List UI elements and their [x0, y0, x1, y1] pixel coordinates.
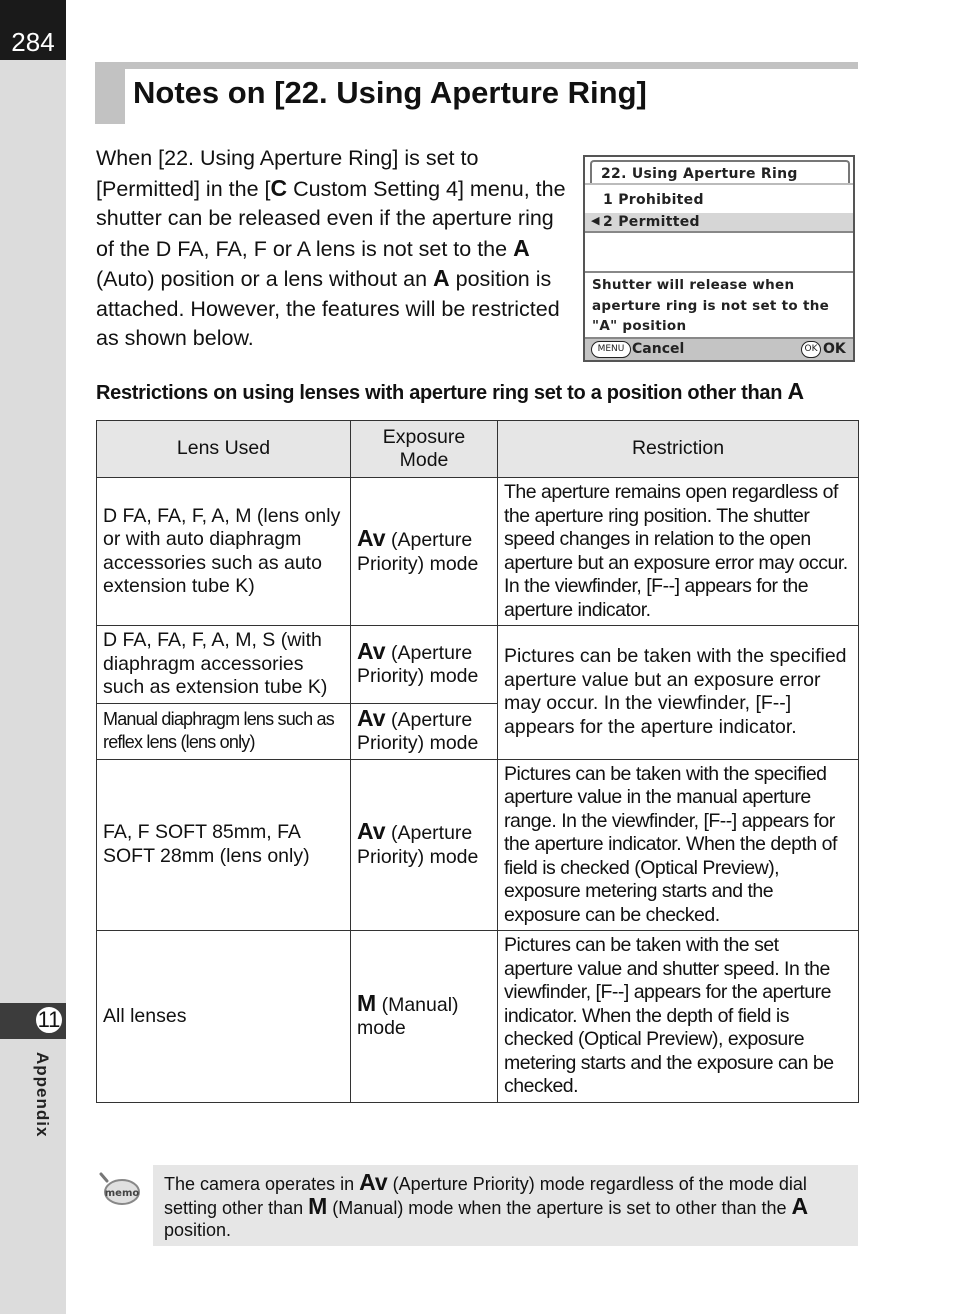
ok-label: OK [823, 341, 846, 357]
memo-icon [98, 1172, 142, 1208]
lens-cell: Manual diaphragm lens such as reflex lens (lens only) [97, 703, 351, 759]
auto-position-symbol: A [433, 265, 450, 291]
intro-paragraph [96, 144, 576, 354]
intro-text: (Auto) position or a lens without an [96, 267, 434, 291]
intro-text: Custom Setting 4] menu, the shutter can be released even if the aperture ring of the D FA, FA, F or A lens is not set to the [96, 176, 566, 261]
mode-cell [351, 478, 498, 626]
menu-help-message [592, 275, 829, 337]
intro-text: When [22. Using Aperture Ring] is set to [Permitted] in the [ [96, 146, 479, 201]
menu-divider [585, 231, 853, 233]
auto-position-symbol: A [791, 1193, 809, 1219]
header-restriction: Restriction [498, 421, 859, 478]
av-mode-icon: Av [357, 818, 386, 845]
lens-cell: FA, F SOFT 85mm, FA SOFT 28mm (lens only) [97, 759, 351, 931]
custom-setting-symbol: C [270, 174, 288, 201]
menu-footer [585, 337, 853, 360]
restriction-cell: Pictures can be taken with the set aperture value and shutter speed. In the viewfinder, [F--] appears for the aperture indicator. When the depth of field is checked (Optical Preview), exposure metering starts and the exposure can be checked. [498, 931, 859, 1103]
option-prohibited: 1 Prohibited [603, 192, 704, 208]
section-subheading [96, 378, 804, 405]
lens-cell: D FA, FA, F, A, M, S (with diaphragm accessories such as extension tube K) [97, 626, 351, 704]
title-block [95, 62, 125, 124]
mode-text: (Aperture Priority) mode [357, 822, 479, 868]
restriction-cell: Pictures can be taken with the specified aperture value in the manual aperture range. In the viewfinder, [F--] appears for the aperture indicator. When the depth of field is checked (Optical Preview), exposure metering starts and the exposure can be checked. [498, 759, 859, 931]
memo-text: The camera operates in [164, 1174, 360, 1194]
table-row [97, 478, 859, 626]
memo-note [153, 1165, 858, 1246]
restrictions-table [96, 420, 859, 1103]
av-mode-icon: Av [357, 637, 386, 664]
page-number: 284 [0, 0, 66, 60]
auto-position-symbol: A [513, 234, 530, 261]
memo-icon-label: memo [104, 1188, 140, 1199]
title-bar [95, 62, 858, 124]
chapter-number: 11 [34, 1005, 64, 1035]
table-header-row [97, 421, 859, 478]
restriction-cell: The aperture remains open regardless of the aperture ring position. The shutter speed changes in relation to the open aperture but an exposure error may occur. In the viewfinder, [F--] appears for the aperture indicator. [498, 478, 859, 626]
mode-text: (Aperture Priority) mode [357, 529, 479, 575]
mode-cell [351, 759, 498, 931]
camera-menu-screen [583, 155, 855, 362]
memo-icon-graphic [98, 1172, 142, 1208]
lens-cell: All lenses [97, 931, 351, 1103]
cancel-label: Cancel [632, 341, 685, 357]
help-line: aperture ring is not set to the [592, 297, 830, 314]
option-permitted: 2 Permitted [603, 214, 700, 230]
mode-text: (Aperture Priority) mode [357, 641, 479, 688]
table-row [97, 626, 859, 704]
menu-divider [585, 271, 853, 273]
ok-button-icon: OK [801, 341, 821, 358]
lens-cell: D FA, FA, F, A, M (lens only or with auto diaphragm accessories such as auto extension tube K) [97, 478, 351, 626]
chapter-label: Appendix [33, 1052, 52, 1138]
header-exposure-mode: Exposure Mode [351, 421, 498, 478]
manual-mode-icon: M [308, 1193, 328, 1219]
av-mode-icon: Av [357, 704, 386, 731]
menu-button-icon: MENU [591, 341, 631, 358]
mode-text: (Aperture Priority) mode [357, 708, 479, 754]
help-line: Shutter will release when [592, 277, 795, 293]
table-row [97, 931, 859, 1103]
memo-text: (Aperture Priority) mode regardless of the mode dial setting other than [164, 1174, 807, 1218]
restriction-cell: Pictures can be taken with the specified aperture value but an exposure error may occur. In the viewfinder, [F--] appears for the aperture indicator. [498, 626, 859, 760]
title-rule [125, 62, 858, 69]
manual-mode-icon: M [357, 989, 377, 1016]
auto-position-symbol: A [787, 378, 804, 404]
mode-cell [351, 626, 498, 704]
mode-text: (Manual) mode [357, 993, 459, 1040]
memo-text: position. [164, 1220, 232, 1240]
intro-text: position is attached. However, the features will be restricted as shown below. [96, 267, 560, 350]
page-title: Notes on [22. Using Aperture Ring] [133, 75, 647, 110]
mode-cell [351, 703, 498, 759]
help-line: "A" position [592, 318, 687, 334]
av-mode-icon: Av [357, 525, 386, 551]
mode-cell [351, 931, 498, 1103]
menu-header-rule [585, 183, 853, 185]
selection-arrow-icon: ◀ [591, 214, 600, 227]
memo-text: (Manual) mode when the aperture is set to other than the [327, 1198, 792, 1218]
subheading-text: Restrictions on using lenses with aperture ring set to a position other than [96, 382, 788, 404]
menu-tab-title: 22. Using Aperture Ring [590, 160, 850, 184]
av-mode-icon: Av [359, 1169, 388, 1195]
header-lens-used: Lens Used [97, 421, 351, 478]
table-row [97, 759, 859, 931]
